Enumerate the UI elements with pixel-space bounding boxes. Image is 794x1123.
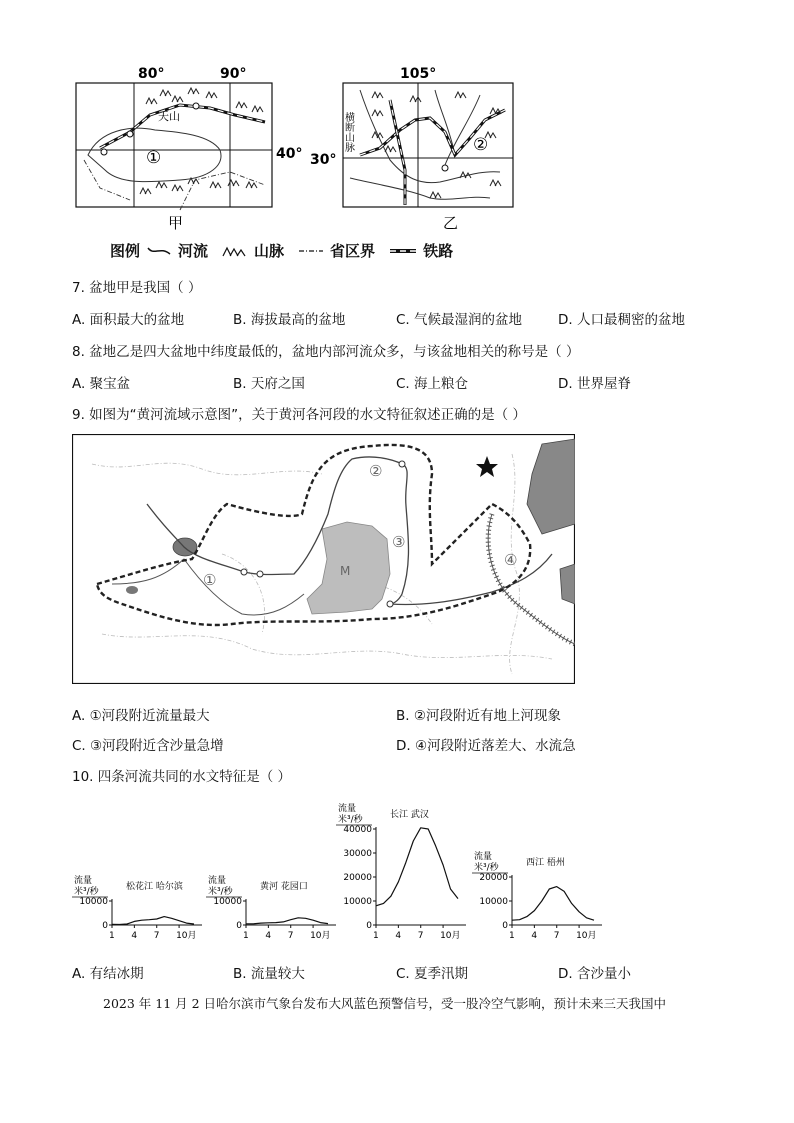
chart-x-tick-label: 7 — [287, 931, 294, 941]
mountain-icon — [222, 244, 248, 258]
chart-y-tick-label: 40000 — [343, 825, 372, 835]
chart-y-tick-label: 10000 — [343, 897, 372, 907]
chart-x-tick-label: 7 — [553, 931, 560, 941]
label-section-1: ① — [203, 571, 217, 589]
chart-series-line — [246, 918, 328, 924]
q10-option-c[interactable]: C. 夏季汛期 — [396, 966, 469, 982]
chart-x-tick-label: 1 — [109, 931, 115, 941]
question-9: 9. 如图为“黄河流域示意图”，关于黄河各河段的水文特征叙述正确的是（ ） — [72, 407, 526, 423]
question-10: 10. 四条河流共同的水文特征是（ ） — [72, 769, 292, 785]
q10-option-a[interactable]: A. 有结冰期 — [72, 966, 144, 982]
chart-y-tick-label: 30000 — [343, 849, 372, 859]
chart-ylabel: 流量 — [474, 852, 493, 862]
chart-ylabel: 流量 — [208, 876, 227, 886]
question-8: 8. 盆地乙是四大盆地中纬度最低的，盆地内部河流众多，与该盆地相关的称号是（ ） — [72, 344, 580, 360]
hydrograph-chart-2 — [206, 865, 336, 945]
label-section-4: ④ — [504, 551, 518, 569]
chart-x-tick-label: 7 — [153, 931, 160, 941]
chart-series-line — [376, 828, 458, 906]
chart-x-tick-label: 7 — [417, 931, 424, 941]
chart-y-tick-label: 10000 — [213, 897, 242, 907]
q10-option-b[interactable]: B. 流量较大 — [233, 966, 305, 982]
chart-title: 松花江 哈尔滨 — [126, 882, 183, 892]
chart-ylabel: 流量 — [338, 804, 357, 814]
label-hengduan: 横断山脉 — [342, 112, 354, 152]
map-jia — [76, 66, 302, 232]
chart-x-tick-label: 10月 — [440, 931, 461, 941]
label-lon-105: 105° — [400, 66, 437, 82]
q8-option-a[interactable]: A. 聚宝盆 — [72, 376, 131, 392]
label-m: M — [340, 564, 351, 578]
chart-y-tick-label: 20000 — [479, 873, 508, 883]
q10-option-d[interactable]: D. 含沙量小 — [558, 966, 631, 982]
chart-x-tick-label: 10月 — [576, 931, 597, 941]
chart-x-tick-label: 1 — [509, 931, 515, 941]
chart-y-tick-label: 10000 — [479, 897, 508, 907]
label-lat-30: 30° — [310, 152, 337, 168]
yellow-river-map — [72, 434, 575, 684]
legend-river: 河流 — [178, 242, 209, 260]
map-legend — [110, 240, 453, 261]
chart-y-tick-label: 0 — [502, 921, 508, 931]
chart-ylabel-unit: 米³/秒 — [474, 863, 499, 873]
legend-boundary: 省区界 — [330, 242, 376, 260]
boundary-icon — [298, 244, 324, 258]
q9-option-d[interactable]: D. ④河段附近落差大、水流急 — [396, 738, 576, 754]
q7-option-b[interactable]: B. 海拔最高的盆地 — [233, 312, 346, 328]
railway-icon — [389, 244, 417, 258]
legend-mountain: 山脉 — [254, 242, 285, 260]
label-lon-80: 80° — [138, 66, 165, 82]
chart-x-tick-label: 4 — [131, 931, 138, 941]
chart-ylabel-unit: 米³/秒 — [74, 887, 99, 897]
chart-x-tick-label: 10月 — [310, 931, 331, 941]
chart-x-tick-label: 1 — [373, 931, 379, 941]
legend-railway: 铁路 — [423, 242, 454, 260]
label-basin-2: ② — [473, 135, 489, 155]
chart-y-tick-label: 0 — [102, 921, 108, 931]
chart-x-tick-label: 4 — [395, 931, 402, 941]
chart-series-line — [512, 887, 594, 921]
chart-y-tick-label: 0 — [366, 921, 372, 931]
label-basin-1: ① — [146, 148, 162, 168]
q9-option-a[interactable]: A. ①河段附近流量最大 — [72, 708, 210, 724]
chart-title: 长江 武汉 — [390, 810, 429, 820]
q7-option-a[interactable]: A. 面积最大的盆地 — [72, 312, 185, 328]
question-7: 7. 盆地甲是我国（ ） — [72, 280, 202, 296]
q9-option-c[interactable]: C. ③河段附近含沙量急增 — [72, 738, 224, 754]
maps-figure — [60, 60, 530, 240]
chart-ylabel-unit: 米³/秒 — [208, 887, 233, 897]
q7-option-c[interactable]: C. 气候最湿润的盆地 — [396, 312, 523, 328]
chart-y-tick-label: 0 — [236, 921, 242, 931]
caption-yi: 乙 — [443, 214, 459, 232]
chart-x-tick-label: 1 — [243, 931, 249, 941]
label-section-2: ② — [369, 462, 383, 480]
label-section-3: ③ — [392, 533, 406, 551]
chart-title: 西江 梧州 — [526, 858, 565, 868]
q8-option-d[interactable]: D. 世界屋脊 — [558, 376, 631, 392]
chart-series-line — [112, 917, 194, 925]
river-icon — [146, 244, 172, 258]
footer-passage: 2023 年 11 月 2 日哈尔滨市气象台发布大风蓝色预警信号，受一股冷空气影响，预计未来三天我国中 — [103, 996, 667, 1011]
chart-y-tick-label: 10000 — [79, 897, 108, 907]
q7-option-d[interactable]: D. 人口最稠密的盆地 — [558, 312, 685, 328]
chart-x-tick-label: 10月 — [176, 931, 197, 941]
legend-title: 图例 — [110, 242, 141, 260]
caption-jia: 甲 — [168, 214, 184, 232]
hydrograph-chart-4 — [472, 843, 607, 945]
hydrograph-chart-1 — [72, 865, 202, 945]
q9-option-b[interactable]: B. ②河段附近有地上河现象 — [396, 708, 561, 724]
label-lon-90: 90° — [220, 66, 247, 82]
chart-x-tick-label: 4 — [531, 931, 538, 941]
label-tianshan: 天山 — [158, 110, 180, 123]
chart-x-tick-label: 4 — [265, 931, 272, 941]
q8-option-b[interactable]: B. 天府之国 — [233, 376, 305, 392]
q8-option-c[interactable]: C. 海上粮仓 — [396, 376, 469, 392]
chart-title: 黄河 花园口 — [260, 882, 308, 892]
chart-ylabel-unit: 米³/秒 — [338, 815, 363, 825]
hydrograph-chart-3 — [336, 800, 471, 945]
map-yi — [310, 66, 513, 232]
chart-y-tick-label: 20000 — [343, 873, 372, 883]
chart-ylabel: 流量 — [74, 876, 93, 886]
label-lat-40: 40° — [276, 146, 303, 162]
